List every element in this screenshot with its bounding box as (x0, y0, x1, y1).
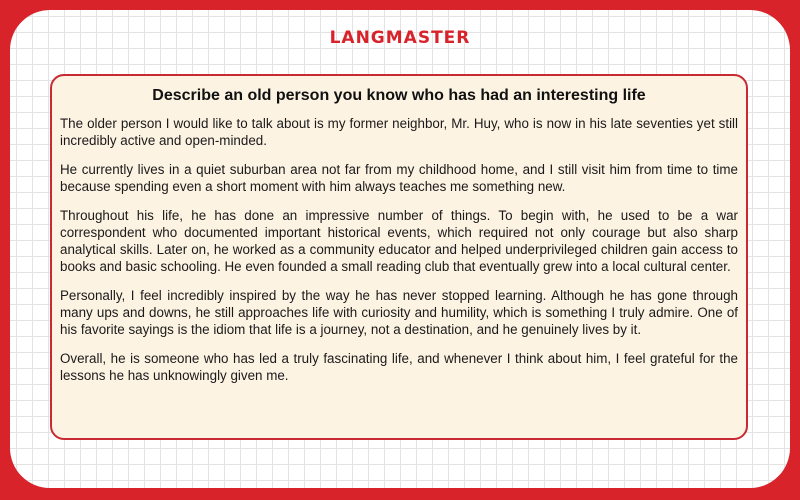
essay-paragraph-4: Personally, I feel incredibly inspired by the way he has never stopped learning. Although he has gone through many ups and downs, he still approaches life with curiosity and humility, which is something I truly admire. One of his favorite sayings is the idiom that life is a journey, not a destination, and he genuinely lives by it. (60, 288, 738, 337)
page-frame (10, 10, 790, 488)
essay-paragraph-2: He currently lives in a quiet suburban area not far from my childhood home, and I still visit him from time to time because spending even a short moment with him always teaches me something new. (60, 162, 738, 194)
essay-paragraph-5: Overall, he is someone who has led a truly fascinating life, and whenever I think about him, I feel grateful for the lessons he has unknowingly given me. (60, 351, 738, 383)
essay-paragraph-1: The older person I would like to talk about is my former neighbor, Mr. Huy, who is now in his late seventies yet still incredibly active and open-minded. (60, 116, 738, 148)
langmaster-logo: LANGMASTER (329, 28, 471, 48)
essay-paragraph-3: Throughout his life, he has done an impressive number of things. To begin with, he used to be a war correspondent who documented important historical events, which required not only courage but also sharp analytical skills. Later on, he worked as a community educator and helped underprivileged children gain access to books and basic schooling. He even founded a small reading club that eventually grew into a local cultural center. (60, 208, 738, 274)
essay-title: Describe an old person you know who has had an interesting life (152, 87, 646, 104)
essay-card (50, 74, 748, 440)
